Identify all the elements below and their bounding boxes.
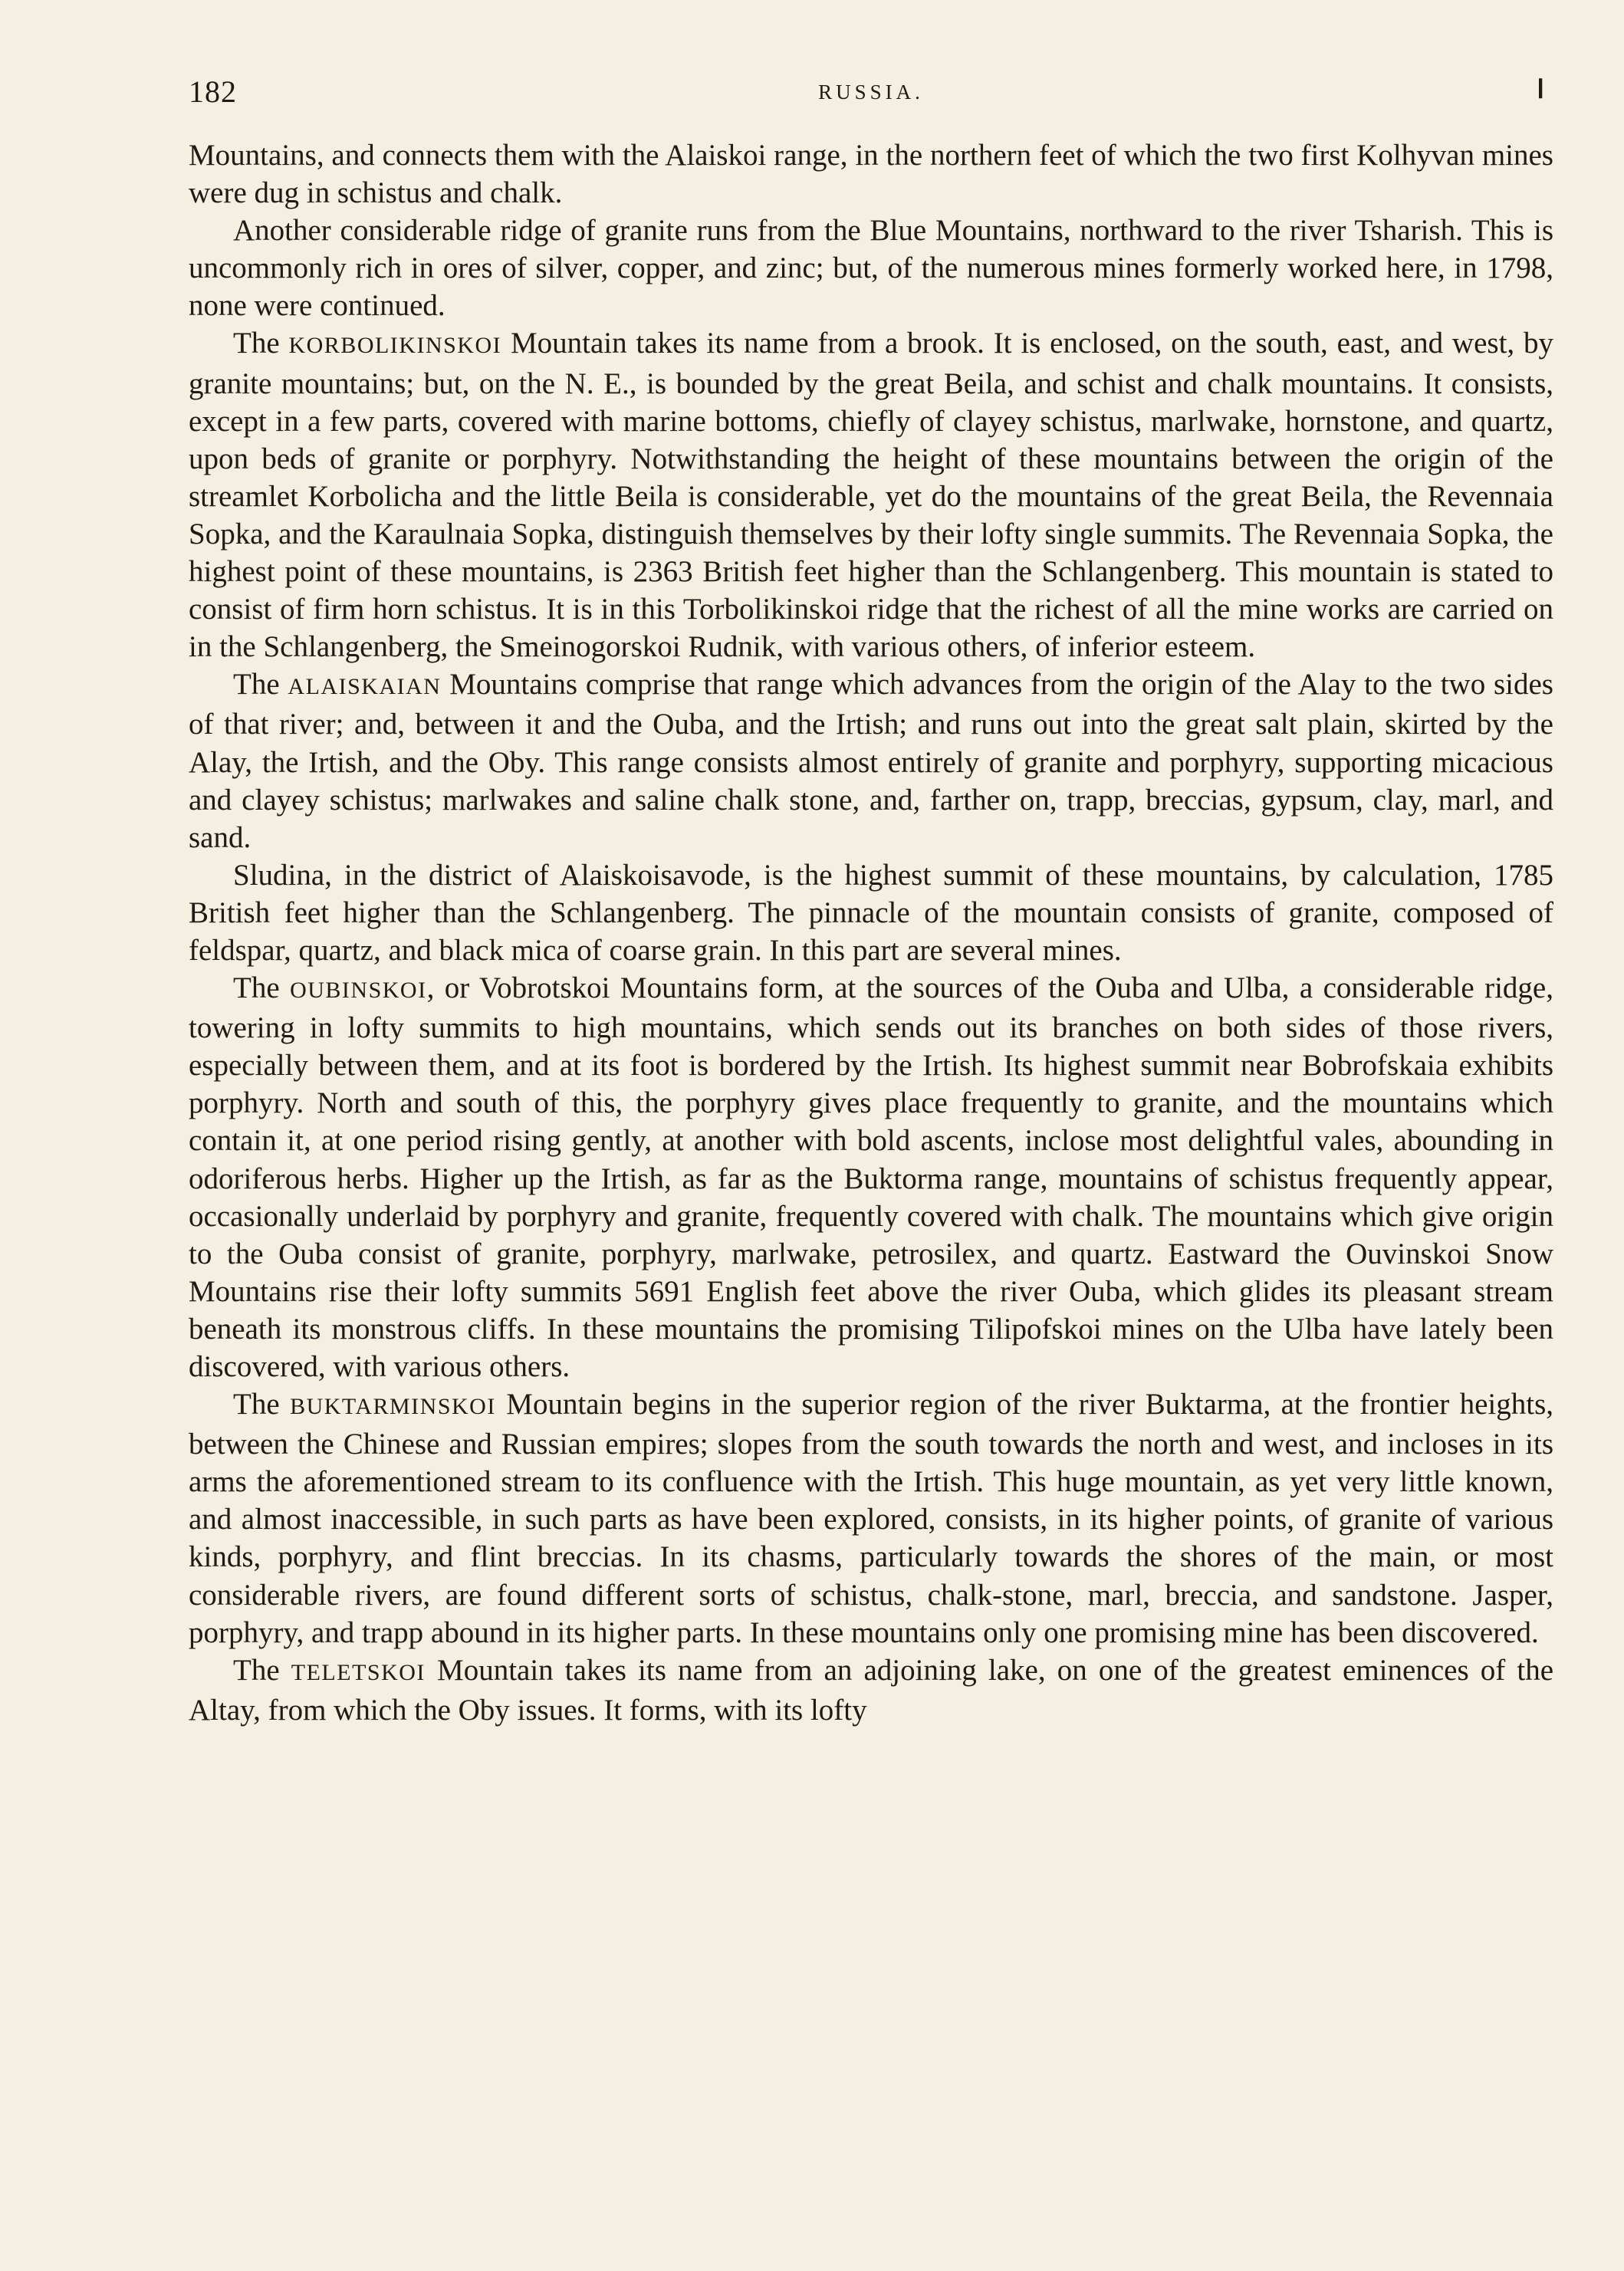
running-head [189, 74, 1553, 123]
paragraph: Mountains, and connects them with the Alaiskoi range, in the northern feet of which the two first Kolhyvan mines were dug in schistus and chalk. [189, 139, 1553, 210]
paragraph: The BUKTARMINSKOI Mountain begins in the superior region of the river Buktarma, at the frontier heights, between the Chinese and Russian empires; slopes from the south towards the north and west, and incloses in its arms the aforementioned stream to its confluence with the Irtish. This huge mountain, as yet very little known, and almost inaccessible, in such parts as have been explored, consists, in its higher points, of granite of various kinds, porphyry, and flint breccias. In its chasms, particularly towards the shores of the main, or most considerable rivers, are found different sorts of schistus, chalk-stone, marl, breccia, and sandstone. Jasper, porphyry, and trapp abound in its higher parts. In these mountains only one promising mine has been discovered. [189, 1388, 1554, 1649]
book-page [189, 74, 1553, 1729]
body-text [189, 136, 1553, 1729]
mountain-name: KORBOLIKINSKOI [288, 333, 502, 359]
paragraph: The TELETSKOI Mountain takes its name from an adjoining lake, on one of the greatest eminences of the Altay, from which the Oby issues. It forms, with its lofty [189, 1653, 1553, 1727]
running-title: RUSSIA. [818, 81, 924, 104]
paragraph: The OUBINSKOI, or Vobrotskoi Mountains form, at the sources of the Ouba and Ulba, a considerable ridge, towering in lofty summits to high mountains, which sends out its branches on both sides of those rivers, especially between them, and at its foot is bordered by the Irtish. Its highest summit near Bobrofskaia exhibits porphyry. North and south of this, the porphyry gives place frequently to granite, and the mountains which contain it, at one period rising gently, at another with bold ascents, inclose most delightful vales, abounding in odoriferous herbs. Higher up the Irtish, as far as the Buktorma range, mountains of schistus frequently appear, occasionally underlaid by porphyry and granite, frequently covered with chalk. The mountains which give origin to the Ouba consist of granite, porphyry, marlwake, petrosilex, and quartz. Eastward the Ouvinskoi Snow Mountains rise their lofty summits 5691 English feet above the river Ouba, which glides its pleasant stream beneath its monstrous cliffs. In these mountains the promising Tilipofskoi mines on the Ulba have lately been discovered, with various others. [189, 971, 1553, 1383]
mountain-name: OUBINSKOI [290, 978, 427, 1004]
paragraph: Another considerable ridge of granite runs from the Blue Mountains, northward to the river Tsharish. This is uncommonly rich in ores of silver, copper, and zinc; but, of the numerous mines formerly worked here, in 1798, none were continued. [189, 214, 1553, 323]
mountain-name: BUKTARMINSKOI [290, 1394, 496, 1420]
paragraph: The KORBOLIKINSKOI Mountain takes its name from a brook. It is enclosed, on the south, east, and west, by granite mountains; but, on the N. E., is bounded by the great Beila, and schist and chalk mountains. It consists, except in a few parts, covered with marine bottoms, chiefly of clayey schistus, marlwake, hornstone, and quartz, upon beds of granite or porphyry. Notwithstanding the height of these mountains between the origin of the streamlet Korbolicha and the little Beila is considerable, yet do the mountains of the great Beila, the Revennaia Sopka, and the Karaulnaia Sopka, distinguish themselves by their lofty single summits. The Revennaia Sopka, the highest point of these mountains, is 2363 British feet higher than the Schlangenberg. This mountain is stated to consist of firm horn schistus. It is in this Torbolikinskoi ridge that the richest of all the mine works are carried on in the Schlangenberg, the Smeinogorskoi Rudnik, with various others, of inferior esteem. [189, 327, 1553, 664]
printer-mark: ❙ [1532, 76, 1549, 98]
mountain-name: ALAISKAIAN [288, 674, 442, 700]
mountain-name: TELETSKOI [291, 1659, 426, 1685]
page-number: 182 [189, 74, 237, 109]
paragraph: The ALAISKAIAN Mountains comprise that range which advances from the origin of the Alay to the two sides of that river; and, between it and the Ouba, and the Irtish; and runs out into the great salt plain, skirted by the Alay, the Irtish, and the Oby. This range consists almost entirely of granite and porphyry, supporting micacious and clayey schistus; marlwakes and saline chalk stone, and, farther on, trapp, breccias, gypsum, clay, marl, and sand. [189, 668, 1553, 854]
paragraph: Sludina, in the district of Alaiskoisavode, is the highest summit of these mountains, by calculation, 1785 British feet higher than the Schlangenberg. The pinnacle of the mountain consists of granite, composed of feldspar, quartz, and black mica of coarse grain. In this part are several mines. [189, 858, 1553, 967]
